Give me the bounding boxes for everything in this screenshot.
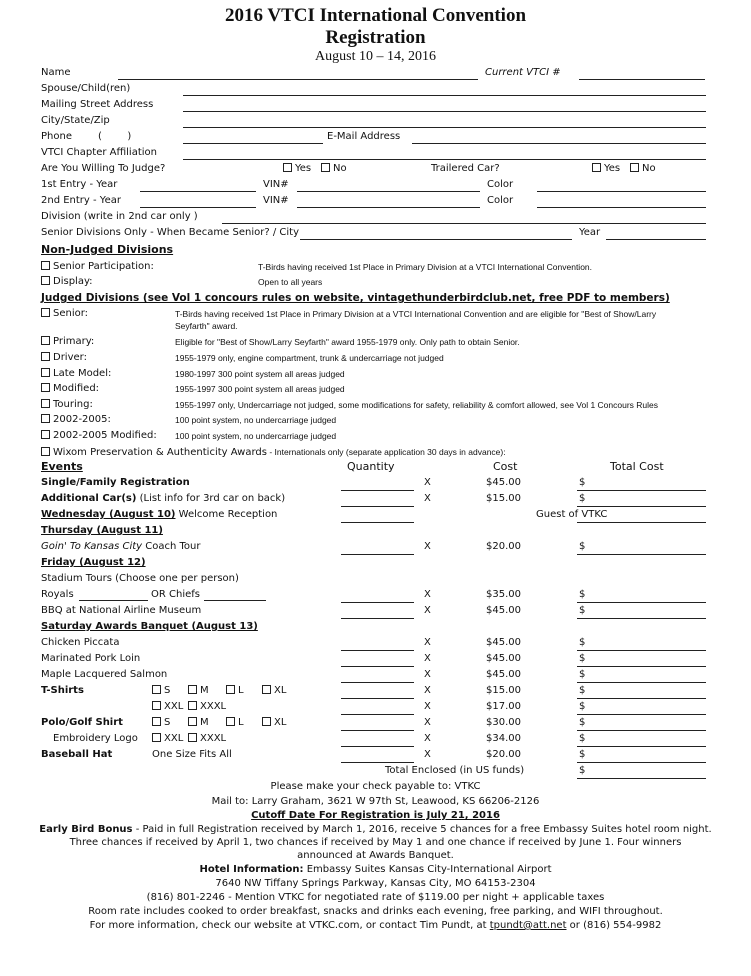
- total-field[interactable]: [577, 602, 706, 603]
- multiply-sign: X: [424, 637, 431, 648]
- mailing-label: Mailing Street Address: [41, 99, 154, 110]
- email-field[interactable]: [412, 143, 706, 144]
- saturday-heading: Saturday Awards Banquet (August 13): [41, 621, 258, 632]
- checkbox-icon[interactable]: [152, 685, 161, 694]
- vtci-number-field[interactable]: [579, 79, 705, 80]
- tshirt-size-s[interactable]: S: [152, 685, 170, 697]
- multiply-sign: X: [424, 701, 431, 712]
- hotel-address: 7640 NW Tiffany Springs Parkway, Kansas City, MO 64153-2304: [215, 878, 536, 889]
- total-field[interactable]: [577, 714, 706, 715]
- phone-area-code: ( ): [98, 131, 132, 142]
- phone-label: Phone: [41, 131, 72, 142]
- senior-participation-option[interactable]: Senior Participation:: [41, 261, 154, 273]
- judged-2002-desc: 100 point system, no undercarriage judged: [175, 415, 337, 425]
- wednesday-row: Wednesday (August 10) Welcome Reception: [41, 509, 278, 520]
- dollar-sign: $: [579, 669, 586, 680]
- early-bird-line1: Early Bird Bonus - Paid in full Registration received by March 1, 2016, receive 5 chances for a free Embassy Suites hotel room night.: [39, 824, 712, 835]
- tshirt-size-xxl[interactable]: XXL: [152, 701, 183, 713]
- polo-size-xxxl[interactable]: XXXL: [188, 733, 226, 745]
- total-field[interactable]: [577, 554, 706, 555]
- entry2-vin-field[interactable]: [297, 207, 480, 208]
- royals-field[interactable]: [79, 600, 148, 601]
- total-field[interactable]: [577, 682, 706, 683]
- hotel-phone: (816) 801-2246 - Mention VTKC for negotiated rate of $119.00 per night + applicable taxes: [146, 892, 605, 903]
- guest-of-vtkc: Guest of VTKC: [536, 509, 608, 520]
- judged-late-model-option[interactable]: Late Model:: [41, 368, 111, 380]
- total-field[interactable]: [577, 746, 706, 747]
- email-label: E-Mail Address: [327, 131, 401, 142]
- checkbox-icon[interactable]: [152, 701, 161, 710]
- unit-cost: $17.00: [486, 701, 521, 712]
- checkbox-icon[interactable]: [188, 685, 197, 694]
- thursday-heading: Thursday (August 11): [41, 525, 163, 536]
- chicken-piccata-label: Chicken Piccata: [41, 637, 120, 648]
- total-enclosed-label: Total Enclosed (in US funds): [385, 765, 525, 776]
- total-field[interactable]: [577, 522, 706, 523]
- dollar-sign: $: [579, 733, 586, 744]
- early-bird-line2: Three chances if received by April 1, two chances if received by May 1 and one chance if received by June 1. Four winners: [69, 837, 682, 848]
- quantity-field[interactable]: [341, 506, 414, 507]
- polo-size-xxl[interactable]: XXL: [152, 733, 183, 745]
- quantity-field[interactable]: [341, 554, 414, 555]
- dollar-sign: $: [579, 765, 586, 776]
- unit-cost: $34.00: [486, 733, 521, 744]
- polo-size-l[interactable]: L: [226, 717, 244, 729]
- quantity-field[interactable]: [341, 762, 414, 763]
- total-field[interactable]: [577, 666, 706, 667]
- judge-no-option[interactable]: No: [321, 163, 347, 175]
- entry1-vin-field[interactable]: [297, 191, 480, 192]
- checkbox-icon[interactable]: [226, 685, 235, 694]
- judged-senior-desc: T-Birds having received 1st Place in Primary Division at a VTCI International Convention and are eligible for "Best of Show/Larry: [175, 309, 657, 319]
- checkbox-icon[interactable]: [41, 414, 50, 423]
- quantity-field[interactable]: [341, 490, 414, 491]
- unit-cost: $45.00: [486, 637, 521, 648]
- cutoff-date: Cutoff Date For Registration is July 21, 2016: [251, 810, 500, 821]
- hat-label: Baseball Hat: [41, 749, 113, 760]
- spouse-label: Spouse/Child(ren): [41, 83, 131, 94]
- salmon-label: Maple Lacquered Salmon: [41, 669, 168, 680]
- division-label: Division (write in 2nd car only ): [41, 211, 198, 222]
- chapter-field[interactable]: [183, 159, 706, 160]
- city-field[interactable]: [183, 127, 706, 128]
- total-field[interactable]: [577, 730, 706, 731]
- dollar-sign: $: [579, 477, 586, 488]
- unit-cost: $45.00: [486, 653, 521, 664]
- multiply-sign: X: [424, 589, 431, 600]
- dollar-sign: $: [579, 701, 586, 712]
- additional-car-label: Additional Car(s) (List info for 3rd car on back): [41, 493, 286, 504]
- chapter-label: VTCI Chapter Affiliation: [41, 147, 157, 158]
- name-label: Name: [41, 67, 71, 78]
- total-enclosed-field[interactable]: [577, 778, 706, 779]
- multiply-sign: X: [424, 669, 431, 680]
- checkbox-icon[interactable]: [41, 383, 50, 392]
- entry1-year-label: 1st Entry - Year: [41, 179, 118, 190]
- checkbox-icon[interactable]: [41, 276, 50, 285]
- multiply-sign: X: [424, 493, 431, 504]
- mailing-field[interactable]: [183, 111, 706, 112]
- quantity-field[interactable]: [341, 698, 414, 699]
- mail-to: Mail to: Larry Graham, 3621 W 97th St, Leawood, KS 66206-2126: [211, 796, 540, 807]
- name-field[interactable]: [118, 79, 478, 80]
- events-heading: Events: [41, 460, 83, 473]
- quantity-field[interactable]: [341, 666, 414, 667]
- polo-size-m[interactable]: M: [188, 717, 209, 729]
- total-field[interactable]: [577, 698, 706, 699]
- entry1-color-label: Color: [487, 179, 514, 190]
- coach-tour-label: Goin' To Kansas City Coach Tour: [41, 541, 201, 552]
- checkbox-icon[interactable]: [262, 717, 271, 726]
- checkbox-icon[interactable]: [41, 352, 50, 361]
- unit-cost: $20.00: [486, 541, 521, 552]
- total-field[interactable]: [577, 490, 706, 491]
- bbq-label: BBQ at National Airline Museum: [41, 605, 202, 616]
- checkbox-icon[interactable]: [262, 685, 271, 694]
- hotel-info: Hotel Information: Embassy Suites Kansas City-International Airport: [199, 864, 552, 875]
- city-label: City/State/Zip: [41, 115, 110, 126]
- entry2-color-label: Color: [487, 195, 514, 206]
- stadium-tours-label: Stadium Tours (Choose one per person): [41, 573, 239, 584]
- tshirt-size-xxxl[interactable]: XXXL: [188, 701, 226, 713]
- multiply-sign: X: [424, 685, 431, 696]
- quantity-field[interactable]: [341, 714, 414, 715]
- total-field[interactable]: [577, 762, 706, 763]
- multiply-sign: X: [424, 605, 431, 616]
- quantity-field[interactable]: [341, 730, 414, 731]
- division-field[interactable]: [222, 223, 706, 224]
- judged-heading: Judged Divisions (see Vol 1 concours rules on website, vintagethunderbirdclub.net, free PDF to members): [41, 292, 670, 304]
- dollar-sign: $: [579, 653, 586, 664]
- room-rate-info: Room rate includes cooked to order breakfast, snacks and drinks each evening, free parking, and WIFI throughout.: [88, 906, 663, 917]
- checkbox-icon[interactable]: [152, 733, 161, 742]
- judge-yes-option[interactable]: Yes: [283, 163, 311, 175]
- entry2-year-field[interactable]: [140, 207, 256, 208]
- tshirts-label: T-Shirts: [41, 685, 84, 696]
- checkbox-icon[interactable]: [152, 717, 161, 726]
- judged-touring-desc: 1955-1997 only, Undercarriage not judged, some modifications for safety, reliability & comfort allowed, see Vol 1 Concours Rules: [175, 400, 659, 410]
- trailered-no-option[interactable]: No: [630, 163, 656, 175]
- quantity-field[interactable]: [341, 522, 414, 523]
- chiefs-label: OR Chiefs: [151, 589, 200, 600]
- checkbox-icon[interactable]: [226, 717, 235, 726]
- total-field[interactable]: [577, 650, 706, 651]
- checkbox-icon[interactable]: [41, 261, 50, 270]
- checkbox-icon[interactable]: [41, 399, 50, 408]
- senior-division-field[interactable]: [300, 239, 572, 240]
- quantity-field[interactable]: [341, 650, 414, 651]
- chiefs-field[interactable]: [204, 600, 266, 601]
- judged-senior-option[interactable]: Senior:: [41, 308, 88, 320]
- quantity-field[interactable]: [341, 682, 414, 683]
- checkbox-icon[interactable]: [41, 336, 50, 345]
- judged-senior-desc-2: Seyfarth" award.: [175, 321, 238, 331]
- checkbox-icon[interactable]: [41, 368, 50, 377]
- senior-participation-desc: T-Birds having received 1st Place in Primary Division at a VTCI International Convention.: [258, 262, 593, 272]
- hat-size: One Size Fits All: [152, 749, 232, 760]
- judged-modified-desc: 1955-1997 300 point system all areas judged: [175, 384, 345, 394]
- dollar-sign: $: [579, 637, 586, 648]
- judged-2002-modified-desc: 100 point system, no undercarriage judged: [175, 431, 337, 441]
- checkbox-icon[interactable]: [630, 163, 639, 172]
- checkbox-icon[interactable]: [41, 308, 50, 317]
- unit-cost: $35.00: [486, 589, 521, 600]
- total-field[interactable]: [577, 506, 706, 507]
- judge-question: Are You Willing To Judge?: [41, 163, 166, 174]
- senior-division-label: Senior Divisions Only - When Became Senior? / City: [41, 227, 299, 238]
- polo-label: Polo/Golf Shirt: [41, 717, 123, 728]
- checkbox-icon[interactable]: [188, 733, 197, 742]
- entry1-color-field[interactable]: [537, 191, 706, 192]
- non-judged-heading: Non-Judged Divisions: [41, 243, 174, 256]
- tshirt-size-xl[interactable]: XL: [262, 685, 286, 697]
- senior-year-label: Year: [579, 227, 601, 238]
- judged-primary-option[interactable]: Primary:: [41, 336, 94, 348]
- checkbox-icon[interactable]: [41, 447, 50, 456]
- pork-loin-label: Marinated Pork Loin: [41, 653, 141, 664]
- contact-info: For more information, check our website at VTKC.com, or contact Tim Pundt, at tpundt@att.net or (816) 554-9982: [89, 920, 662, 931]
- unit-cost: $45.00: [486, 669, 521, 680]
- multiply-sign: X: [424, 749, 431, 760]
- display-desc: Open to all years: [258, 277, 323, 287]
- dollar-sign: $: [579, 589, 586, 600]
- total-cost-header: Total Cost: [610, 460, 664, 473]
- tshirt-size-l[interactable]: L: [226, 685, 244, 697]
- wixom-note: - Internationals only (separate application 30 days in advance):: [266, 447, 506, 457]
- multiply-sign: X: [424, 717, 431, 728]
- contact-email-link[interactable]: tpundt@att.net: [489, 920, 567, 931]
- entry1-vin-label: VIN#: [263, 179, 289, 190]
- friday-heading: Friday (August 12): [41, 557, 146, 568]
- unit-cost: $15.00: [486, 685, 521, 696]
- entry2-vin-label: VIN#: [263, 195, 289, 206]
- page-subtitle: Registration: [325, 27, 426, 48]
- judged-touring-option[interactable]: Touring:: [41, 399, 93, 411]
- convention-dates: August 10 – 14, 2016: [315, 49, 436, 64]
- unit-cost: $45.00: [486, 605, 521, 616]
- senior-year-field[interactable]: [606, 239, 706, 240]
- polo-size-xl[interactable]: XL: [262, 717, 286, 729]
- trailered-question: Trailered Car?: [431, 163, 500, 174]
- checkbox-icon[interactable]: [321, 163, 330, 172]
- unit-cost: $30.00: [486, 717, 521, 728]
- entry2-year-label: 2nd Entry - Year: [41, 195, 121, 206]
- quantity-field[interactable]: [341, 602, 414, 603]
- judged-late-model-desc: 1980-1997 300 point system all areas judged: [175, 369, 345, 379]
- early-bird-line3: announced at Awards Banquet.: [297, 850, 454, 861]
- wixom-option[interactable]: Wixom Preservation & Authenticity Awards - Internationals only (separate application 30 days in advance):: [41, 446, 506, 459]
- multiply-sign: X: [424, 653, 431, 664]
- dollar-sign: $: [579, 605, 586, 616]
- phone-field[interactable]: [183, 143, 323, 144]
- judged-2002-option[interactable]: 2002-2005:: [41, 414, 111, 426]
- quantity-header: Quantity: [347, 460, 395, 473]
- cost-header: Cost: [493, 460, 518, 473]
- judged-primary-desc: Eligible for "Best of Show/Larry Seyfarth" award 1955-1979 only. Only path to obtain Senior.: [175, 337, 520, 347]
- quantity-field[interactable]: [341, 618, 414, 619]
- royals-label: Royals: [41, 589, 74, 600]
- checkbox-icon[interactable]: [188, 701, 197, 710]
- checkbox-icon[interactable]: [592, 163, 601, 172]
- judged-driver-option[interactable]: Driver:: [41, 352, 87, 364]
- unit-cost: $20.00: [486, 749, 521, 760]
- total-field[interactable]: [577, 618, 706, 619]
- entry1-year-field[interactable]: [140, 191, 256, 192]
- dollar-sign: $: [579, 493, 586, 504]
- spouse-field[interactable]: [183, 95, 706, 96]
- check-payable: Please make your check payable to: VTKC: [270, 781, 481, 792]
- checkbox-icon[interactable]: [188, 717, 197, 726]
- quantity-field[interactable]: [341, 746, 414, 747]
- multiply-sign: X: [424, 733, 431, 744]
- dollar-sign: $: [579, 541, 586, 552]
- trailered-yes-option[interactable]: Yes: [592, 163, 620, 175]
- unit-cost: $15.00: [486, 493, 521, 504]
- vtci-number-label: Current VTCI #: [485, 67, 561, 78]
- checkbox-icon[interactable]: [41, 430, 50, 439]
- multiply-sign: X: [424, 541, 431, 552]
- polo-size-s[interactable]: S: [152, 717, 170, 729]
- page-title: 2016 VTCI International Convention: [224, 5, 527, 26]
- tshirt-size-m[interactable]: M: [188, 685, 209, 697]
- judged-2002-modified-option[interactable]: 2002-2005 Modified:: [41, 430, 157, 442]
- dollar-sign: $: [579, 685, 586, 696]
- dollar-sign: $: [579, 749, 586, 760]
- multiply-sign: X: [424, 477, 431, 488]
- checkbox-icon[interactable]: [283, 163, 292, 172]
- display-option[interactable]: Display:: [41, 276, 93, 288]
- judged-driver-desc: 1955-1979 only, engine compartment, trunk & undercarriage not judged: [175, 353, 444, 363]
- unit-cost: $45.00: [486, 477, 521, 488]
- embroidery-logo-label: Embroidery Logo: [53, 733, 138, 744]
- judged-modified-option[interactable]: Modified:: [41, 383, 99, 395]
- dollar-sign: $: [579, 717, 586, 728]
- single-registration-label: Single/Family Registration: [41, 477, 190, 488]
- entry2-color-field[interactable]: [537, 207, 706, 208]
